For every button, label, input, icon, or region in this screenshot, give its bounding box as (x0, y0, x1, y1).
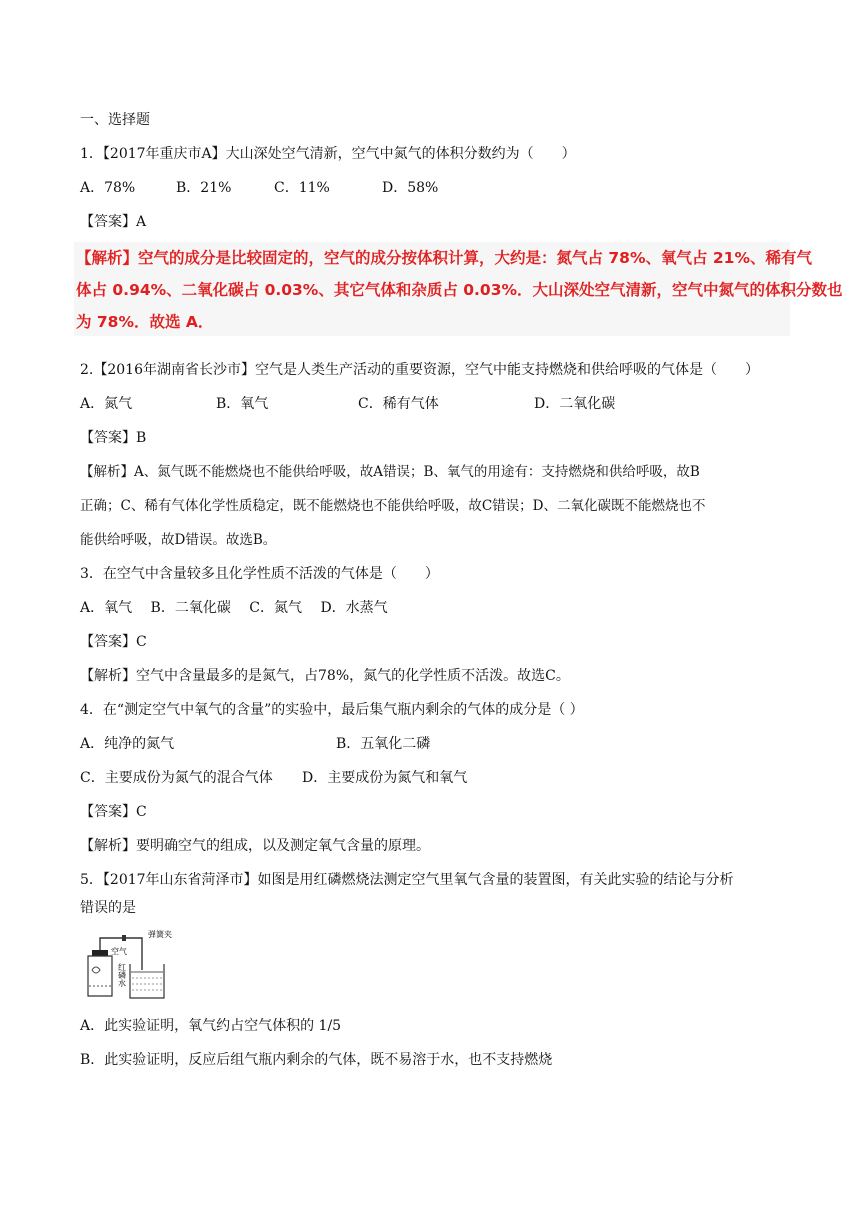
q4-option-b: B．五氧化二磷 (336, 736, 431, 752)
q4-option-c: C．主要成份为氮气的混合气体 (80, 770, 273, 786)
q1-option-a: A．78% (80, 180, 136, 196)
q3-analysis: 【解析】空气中含量最多的是氮气，占78%，氮气的化学性质不活泼。故选C。 (80, 668, 570, 684)
q1-option-b: B．21% (176, 180, 232, 196)
q5-stem-line-1: 5．【2017年山东省菏泽市】如图是用红磷燃烧法测定空气里氧气含量的装置图，有关此实验的结论与分析 (80, 872, 734, 888)
q5-option-b: B．此实验证明，反应后组气瓶内剩余的气体，既不易溶于水，也不支持燃烧 (80, 1052, 553, 1068)
q2-stem: 2.【2016年湖南省长沙市】空气是人类生产活动的重要资源，空气中能支持燃烧和供给呼吸的气体是（ ） (80, 362, 759, 378)
q1-answer: 【答案】A (80, 214, 147, 230)
q1-analysis-line-2: 体占 0.94%、二氧化碳占 0.03%、其它气体和杂质占 0.03%．大山深处空气清新，空气中氮气的体积分数也 (76, 281, 843, 299)
q1-stem: 1．【2017年重庆市A】大山深处空气清新，空气中氮气的体积分数约为（ ） (80, 146, 576, 162)
clamp-icon (122, 935, 126, 941)
figure-label-phosphorus: 磷 (118, 971, 126, 980)
figure-label-air: 空气 (111, 947, 127, 956)
q1-analysis-line-3: 为 78%．故选 A． (76, 313, 214, 331)
q5-option-a: A．此实验证明，氧气约占空气体积的 1/5 (80, 1018, 342, 1034)
q2-answer: 【答案】B (80, 430, 147, 446)
q3-answer: 【答案】C (80, 634, 147, 650)
figure-label-clamp: 弹簧夹 (148, 930, 172, 939)
figure-label-red: 红 (118, 963, 126, 972)
q2-option-b: B．氧气 (216, 396, 269, 412)
q4-stem: 4．在“测定空气中氧气的含量”的实验中，最后集气瓶内剩余的气体的成分是（ ） (80, 702, 584, 718)
q3-stem: 3．在空气中含量较多且化学性质不活泼的气体是（ ） (80, 566, 439, 582)
q4-answer: 【答案】C (80, 804, 147, 820)
q4-analysis: 【解析】要明确空气的组成，以及测定氧气含量的原理。 (80, 838, 430, 854)
q2-analysis-line-3: 能供给呼吸，故D错误。故选B。 (80, 532, 277, 548)
q2-option-c: C．稀有气体 (358, 396, 439, 412)
q2-option-d: D．二氧化碳 (534, 396, 616, 412)
q2-analysis-line-2: 正确；C、稀有气体化学性质稳定，既不能燃烧也不能供给呼吸，故C错误；D、二氧化碳既不能燃烧也不 (80, 498, 706, 514)
q1-analysis-line-1: 【解析】空气的成分是比较固定的，空气的成分按体积计算，大约是：氮气占 78%、氧气占 21%、稀有气 (76, 249, 812, 267)
q3-options: A．氧气 B．二氧化碳 C．氮气 D．水蒸气 (80, 600, 388, 616)
section-title: 一、选择题 (80, 112, 150, 128)
q2-option-a: A．氮气 (80, 396, 133, 412)
q5-stem-line-2: 错误的是 (80, 900, 136, 916)
q1-option-c: C．11% (274, 180, 330, 196)
q1-option-d: D．58% (382, 180, 439, 196)
q4-option-d: D．主要成份为氮气和氧气 (302, 770, 468, 786)
q4-option-a: A．纯净的氮气 (80, 736, 175, 752)
figure-label-water: 水 (118, 979, 126, 988)
apparatus-figure (80, 930, 180, 1000)
q2-analysis-line-1: 【解析】A、氮气既不能燃烧也不能供给呼吸，故A错误；B、氧气的用途有：支持燃烧和供给呼吸，故B (80, 464, 700, 480)
